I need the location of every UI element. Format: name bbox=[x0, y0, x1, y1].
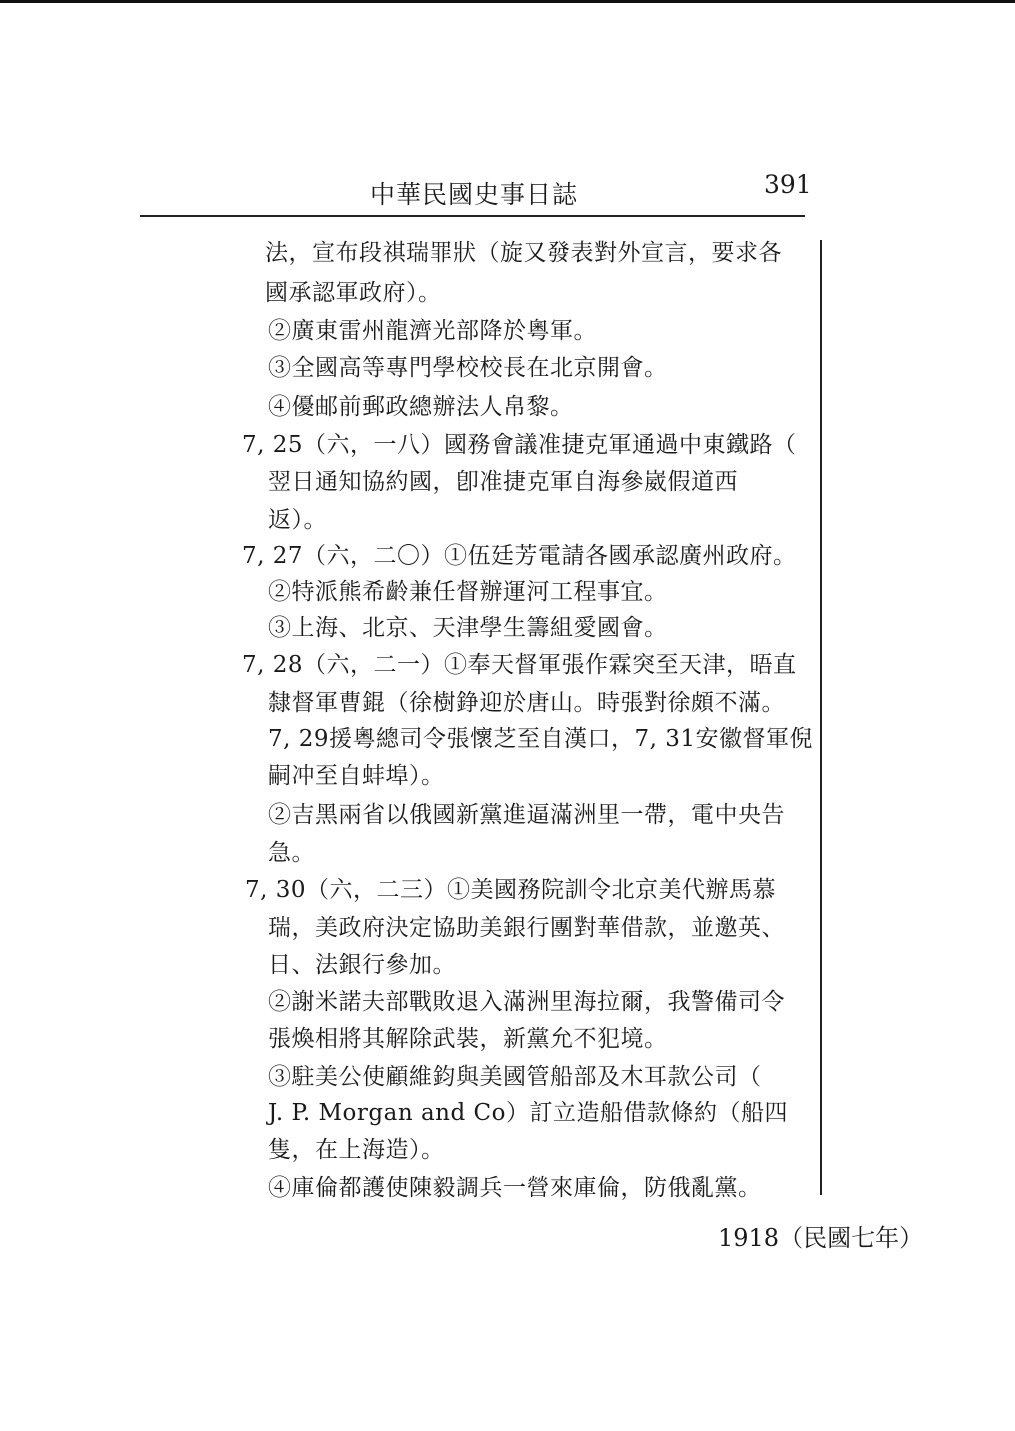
text-line: 隸督軍曹錕（徐樹錚迎於唐山。時張對徐頗不滿。 bbox=[268, 690, 785, 716]
text-line: 國承認軍政府）。 bbox=[265, 280, 442, 306]
entry-date-line: 7, 28（六，二一）①奉天督軍張作霖突至天津，晤直 bbox=[242, 652, 797, 678]
text-line: 7, 29援粵總司令張懷芝至自漢口，7, 31安徽督軍倪 bbox=[268, 726, 814, 752]
text-line: 瑞，美政府決定協助美銀行團對華借款，並邀英、 bbox=[268, 915, 785, 941]
running-footer-year: 1918（民國七年） bbox=[718, 1224, 924, 1252]
text-line: 日、法銀行參加。 bbox=[268, 952, 456, 978]
header-rule bbox=[140, 215, 805, 217]
running-header-title: 中華民國史事日誌 bbox=[370, 180, 579, 209]
entry-date-line: 7, 25（六，一八）國務會議准捷克軍通過中東鐵路（ bbox=[242, 432, 797, 458]
text-line: ②謝米諾夫部戰敗退入滿洲里海拉爾，我警備司令 bbox=[268, 989, 785, 1015]
text-line: ④庫倫都護使陳毅調兵一營來庫倫，防俄亂黨。 bbox=[268, 1175, 762, 1201]
text-line: ②吉黑兩省以俄國新黨進逼滿洲里一帶，電中央告 bbox=[268, 802, 785, 828]
text-line: 隻，在上海造）。 bbox=[268, 1137, 445, 1163]
text-line: J. P. Morgan and Co）訂立造船借款條約（船四 bbox=[268, 1100, 788, 1126]
entry-date-line: 7, 30（六，二三）①美國務院訓令北京美代辦馬慕 bbox=[245, 877, 777, 903]
text-line: ③全國高等專門學校校長在北京開會。 bbox=[268, 355, 668, 381]
page-top-border bbox=[0, 0, 1015, 3]
text-line: ④優邮前郵政總辦法人帛黎。 bbox=[268, 394, 574, 420]
text-line: ③上海、北京、天津學生籌組愛國會。 bbox=[268, 615, 668, 641]
text-line: 急。 bbox=[268, 840, 315, 866]
text-line: 翌日通知協約國，卽准捷克軍自海參崴假道西 bbox=[268, 469, 738, 495]
text-line: 張煥相將其解除武裝，新黨允不犯境。 bbox=[268, 1026, 668, 1052]
entry-date-line: 7, 27（六，二〇）①伍廷芳電請各國承認廣州政府。 bbox=[242, 543, 797, 569]
text-line: ②廣東雷州龍濟光部降於粵軍。 bbox=[268, 318, 597, 344]
text-line: 嗣冲至自蚌埠）。 bbox=[268, 763, 445, 789]
text-line: ③駐美公使顧維鈞與美國管船部及木耳款公司（ bbox=[268, 1064, 762, 1090]
text-line: 返）。 bbox=[268, 507, 327, 533]
page-number: 391 bbox=[764, 170, 812, 199]
text-line: 法，宣布段祺瑞罪狀（旋又發表對外宣言，要求各 bbox=[265, 240, 782, 266]
text-line: ②特派熊希齡兼任督辦運河工程事宜。 bbox=[268, 579, 668, 605]
margin-rule bbox=[820, 240, 822, 1195]
